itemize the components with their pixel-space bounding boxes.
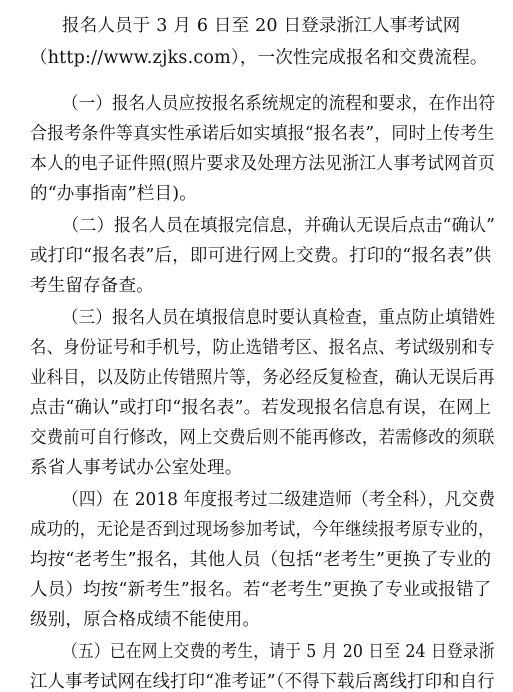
paragraph-line: 本人的电子证件照(照片要求及处理方法见浙江人事考试网首页 [30, 154, 495, 174]
paragraph-line: 江人事考试网在线打印“准考证”（不得下载后离线打印和自行 [30, 672, 495, 692]
paragraph-line: 的“办事指南”栏目)。 [30, 184, 197, 204]
paragraph-line: 点击“确认”或打印“报名表”。若发现报名信息有误，在网上 [30, 398, 492, 418]
paragraph-line: （五）已在网上交费的考生，请于 5 月 20 日至 24 日登录浙 [62, 642, 495, 662]
paragraph-line: 交费前可自行修改，网上交费后则不能再修改，若需修改的须联 [30, 428, 495, 448]
paragraph-line: 合报考条件等真实性承诺后如实填报“报名表”，同时上传考生 [30, 124, 495, 144]
paragraph-line: （一）报名人员应按报名系统规定的流程和要求，在作出符 [62, 94, 496, 114]
paragraph-line: 考生留存备查。 [30, 276, 154, 296]
paragraph-line: 或打印“报名表”后，即可进行网上交费。打印的“报名表”供 [30, 246, 492, 266]
paragraph-line: 成功的，无论是否到过现场参加考试，今年继续报考原专业的， [30, 520, 495, 540]
paragraph-line: 业科目，以及防止传错照片等，务必经反复检查，确认无误后再 [30, 368, 495, 388]
paragraph-line: 名、身份证号和手机号，防止选错考区、报名点、考试级别和专 [30, 338, 495, 358]
paragraph-line: 人员）均按“新考生”报名。若“老考生”更换了专业或报错了 [30, 580, 492, 600]
paragraph-line: 级别，原合格成绩不能使用。 [30, 610, 261, 630]
paragraph-line: （二）报名人员在填报完信息，并确认无误后点击“确认” [62, 216, 496, 236]
paragraph-line: （http://www.zjks.com），一次性完成报名和交费流程。 [30, 48, 488, 68]
paragraph-line: 系省人事考试办公室处理。 [30, 458, 243, 478]
paragraph-line: 报名人员于 3 月 6 日至 20 日登录浙江人事考试网 [62, 16, 461, 36]
paragraph-line: 均按“老考生”报名，其他人员（包括“老考生”更换了专业的 [30, 550, 492, 570]
paragraph-line: （三）报名人员在填报信息时要认真检查，重点防止填错姓 [62, 308, 496, 328]
paragraph-line: （四）在 2018 年度报考过二级建造师（考全科），凡交费 [62, 490, 496, 510]
